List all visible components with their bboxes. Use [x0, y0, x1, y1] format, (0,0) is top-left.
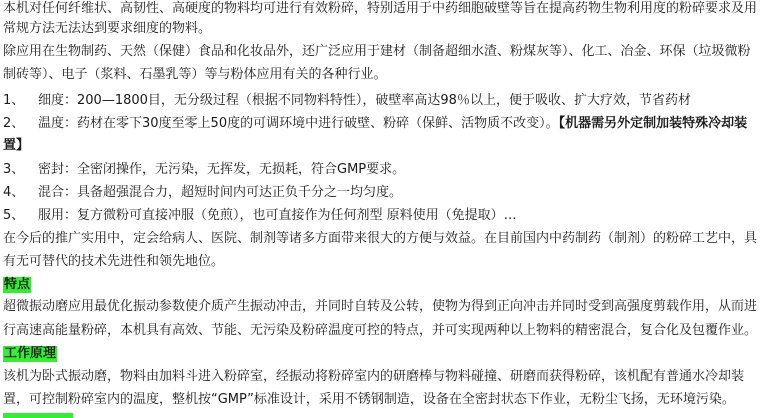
list-item-sealing	[3, 161, 762, 179]
list-item-text: 服用：复方微粉可直接冲服（免煎），也可直接作为任何剂型 原料使用（免提取）…	[38, 208, 517, 223]
list-item-number: 4、	[3, 185, 25, 200]
list-item-fineness	[3, 92, 762, 110]
next-heading-clipped	[3, 413, 73, 418]
list-item-number: 1、	[3, 93, 25, 108]
features-heading: 特点	[4, 277, 31, 292]
list-item-text: 混合：具备超强混合力，超短时间内可达正负千分之一均匀度。	[38, 185, 403, 200]
principle-line-2: 置，可控制粉碎室内的温度，整机按“GMP”标准设计，采用不锈钢制造，设备在全密封状态下作业，无粉尘飞扬，无环境污染。	[3, 392, 735, 407]
list-item-mixing	[3, 184, 762, 202]
list-item-text: 细度：200—1800目，无分级过程（根据不同物料特性），破壁率高达98％以上，便于吸收、扩大疗效，节省药材	[38, 93, 691, 108]
intro-line-4: 制砖等）、电子（浆料、石墨乳等）等与粉体应用有关的各种行业。	[3, 67, 387, 82]
custom-cooling-note-continued: 置】	[3, 138, 30, 153]
promo-line-2: 有无可替代的技术先进性和领先地位。	[3, 254, 225, 269]
principle-line-1: 该机为卧式振动磨，物料由加料斗进入粉碎室，经振动将粉碎室内的研磨棒与物料碰撞、研磨而获得粉碎，该机配有普通水冷却装	[3, 369, 745, 384]
list-item-number: 3、	[3, 162, 25, 177]
intro-line-1: 本机对任何纤维状、高韧性、高硬度的物料均可进行有效粉碎，特别适用于中药细胞破壁等旨在提高药物生物利用度的粉碎要求及用	[3, 1, 758, 16]
list-item-text: 密封：全密闭操作，无污染，无挥发，无损耗，符合GMP要求。	[38, 162, 406, 177]
list-item-text: 温度：药材在零下30度至零上50度的可调环境中进行破壁、粉碎（保鲜、活物质不改变）。	[38, 116, 559, 131]
features-line-2: 行高速高能量粉碎，本机具有高效、节能、无污染及粉碎温度可控的特点，并可实现两种以上物料的精密混合，复合化及包覆作业。	[3, 323, 758, 338]
promo-line-1: 在今后的推广实用中，定会给病人、医院、制剂等诸多方面带来很大的方便与效益。在目前国内中药制药（制剂）的粉碎工艺中，具	[3, 231, 758, 246]
principle-heading: 工作原理	[4, 346, 57, 361]
intro-line-2: 常规方法无法达到要求细度的物料。	[3, 21, 212, 36]
features-heading-row	[3, 276, 762, 294]
custom-cooling-note: 【机器需另外定制加装特殊冷却装	[558, 116, 748, 131]
principle-heading-row	[3, 345, 762, 363]
list-item-usage	[3, 207, 762, 225]
features-line-1: 超微振动磨应用最优化振动参数使介质产生振动冲击，并同时自转及公转，使物为得到正向冲击并同时受到高强度剪载作用，从而进	[3, 299, 758, 314]
list-item-temperature	[3, 115, 762, 133]
list-item-number: 2、	[3, 116, 25, 131]
intro-line-3: 除应用在生物制药、天然（保健）食品和化妆品外，还广泛应用于建材（制备超细水渣、粉煤灰等）、化工、冶金、环保（垃圾微粉	[3, 44, 751, 59]
list-item-number: 5、	[3, 208, 25, 223]
